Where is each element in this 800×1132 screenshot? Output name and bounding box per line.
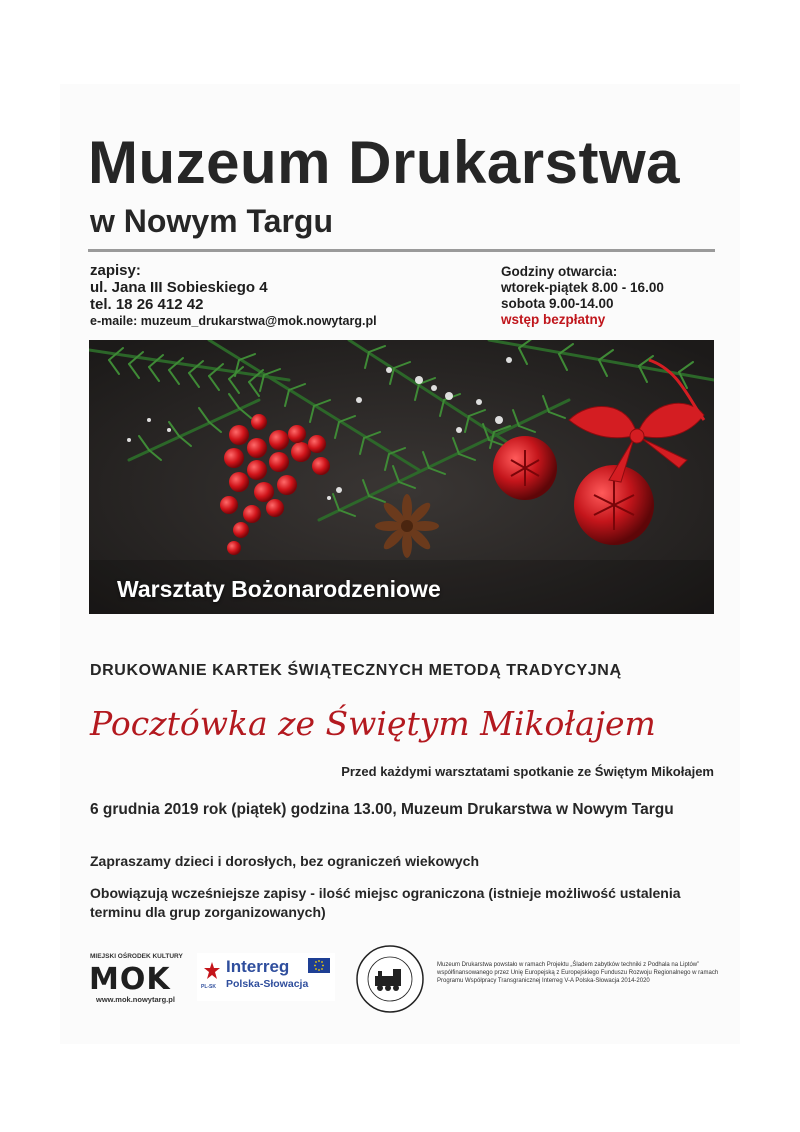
hours-saturday: sobota 9.00-14.00	[501, 296, 614, 311]
hours-label: Godziny otwarcia:	[501, 264, 618, 279]
page-subtitle: w Nowym Targu	[90, 203, 333, 239]
interreg-subtitle: Polska-Słowacja	[226, 978, 309, 990]
eu-flag-icon	[308, 958, 330, 973]
hours-weekdays: wtorek-piątek 8.00 - 16.00	[501, 280, 664, 295]
mok-caption: MIEJSKI OŚRODEK KULTURY	[90, 953, 183, 960]
admission-free: wstęp bezpłatny	[501, 312, 606, 327]
contact-address: ul. Jana III Sobieskiego 4	[90, 279, 268, 296]
photo-caption: Warsztaty Bożonarodzeniowe	[117, 576, 441, 602]
event-date: 6 grudnia 2019 rok (piątek) godzina 13.00, Muzeum Drukarstwa w Nowym Targu	[90, 801, 674, 818]
interreg-name: Interreg	[226, 957, 290, 976]
christmas-photo	[89, 340, 714, 614]
mok-logo: MOK	[89, 962, 171, 997]
page-title: Muzeum Drukarstwa	[88, 129, 680, 196]
event-headline: DRUKOWANIE KARTEK ŚWIĄTECZNYCH METODĄ TRADYCYJNĄ	[90, 662, 622, 679]
contact-block	[90, 262, 377, 330]
project-note: Muzeum Drukarstwa powstało w ramach Projektu „Śladem zabytków techniki z Podhala na Liptów” współfinansowanego przez Unię Europejską z Europejskiego Funduszu Rozwoju Regionalnego w ramach Programu Współpracy Transgranicznej Interreg V-A Polska-Słowacja 2014-2020	[437, 962, 719, 984]
interreg-star-icon	[202, 960, 222, 982]
project-stamp-logo	[355, 944, 425, 1014]
title-divider	[88, 249, 715, 252]
christmas-decoration-image	[89, 340, 714, 614]
contact-label: zapisy:	[90, 262, 141, 279]
opening-hours	[501, 264, 664, 328]
contact-phone: tel. 18 26 412 42	[90, 296, 204, 313]
event-name: Pocztówka ze Świętym Mikołajem	[90, 704, 656, 743]
mok-url: www.mok.nowytarg.pl	[96, 995, 175, 1004]
signup-note: Obowiązują wcześniejsze zapisy - ilość miejsc ograniczona (istnieje możliwość ustalenia terminu dla grup zorganizowanych)	[90, 885, 681, 920]
interreg-code: PL-SK	[201, 984, 216, 990]
santa-note: Przed każdymi warsztatami spotkanie ze Świętym Mikołajem	[341, 764, 714, 779]
contact-email: e-maile: muzeum_drukarstwa@mok.nowytarg.pl	[90, 314, 377, 328]
invite-text: Zapraszamy dzieci i dorosłych, bez ograniczeń wiekowych	[90, 853, 480, 869]
